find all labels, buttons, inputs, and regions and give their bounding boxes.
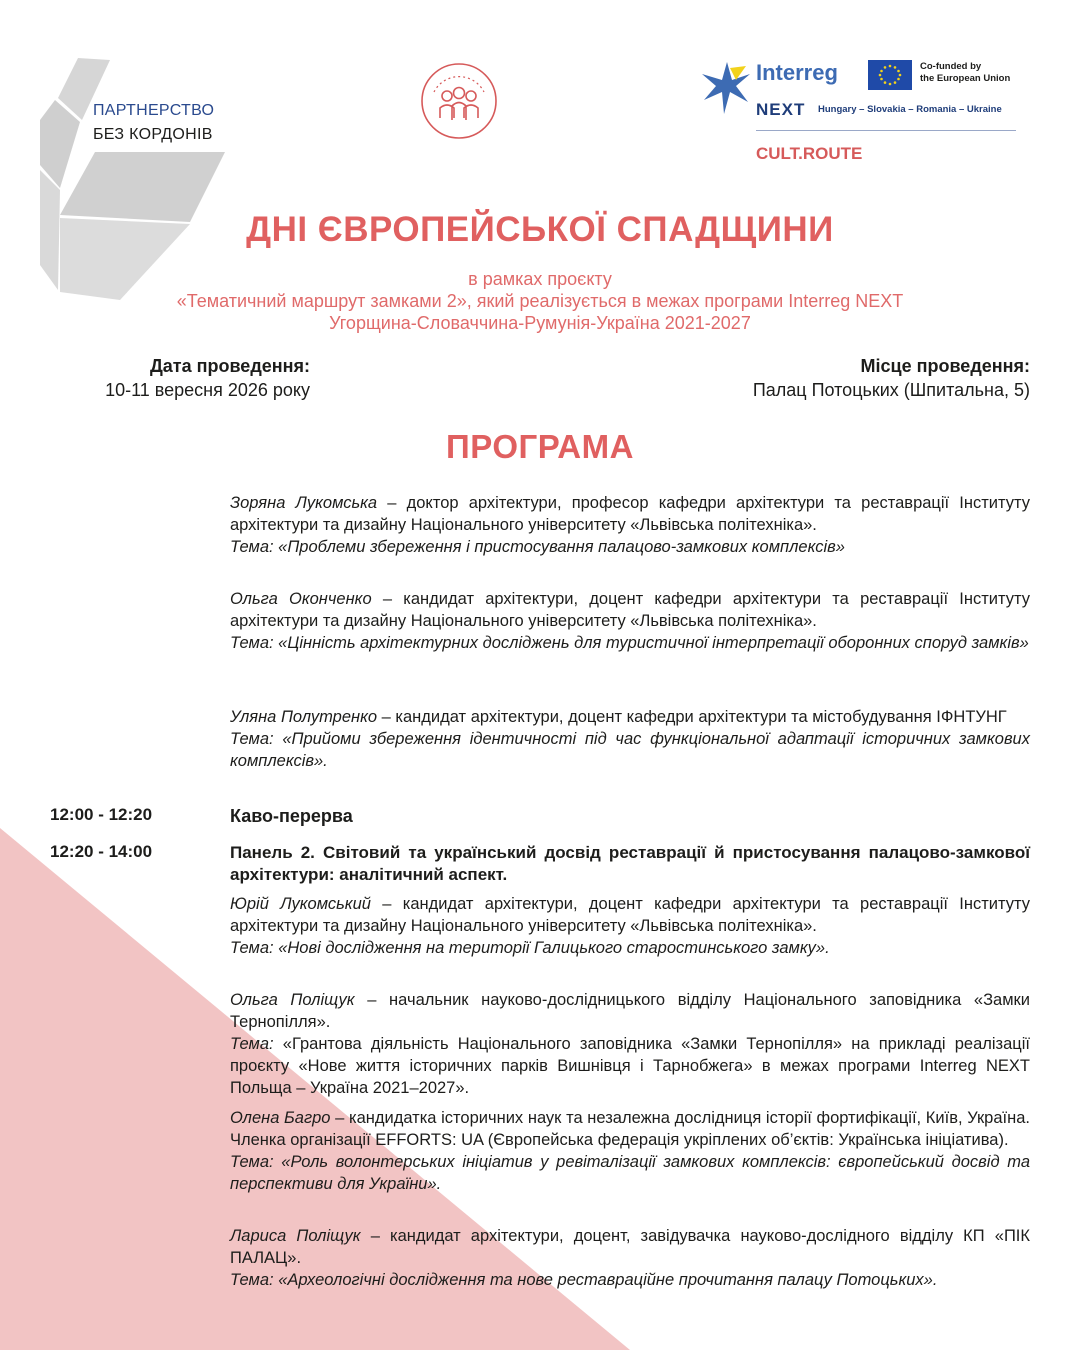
date-value: 10-11 вересня 2026 року [105,380,310,400]
speaker-topic [230,1269,1030,1291]
speaker-entry [230,588,1030,654]
place-label: Місце проведення: [860,356,1030,376]
speaker-desc: – доктор архітектури, професор кафедри архітектури та реставрації Інституту архітектури та дизайну Національного університету «Львівська політехніка». [230,494,1030,534]
topic-text: «Археологічні дослідження та нове реставраційне прочитання палацу Потоцьких». [273,1271,938,1289]
speaker-entry [230,1107,1030,1195]
partnership-line1: ПАРТНЕРСТВО [93,102,215,119]
subtitle-line2: «Тематичний маршрут замками 2», який реалізується в межах програми Interreg NEXT [176,291,904,311]
page-title: ДНІ ЄВРОПЕЙСЬКОЇ СПАДЩИНИ [246,210,834,249]
topic-text: «Роль волонтерських ініціатив у ревіталізації замкових комплексів: європейський досвід та перспективи для України». [230,1153,1030,1193]
subtitle [0,268,1080,334]
interreg-star-icon [700,58,754,118]
event-place [660,354,1030,402]
speaker-name: Зоряна Лукомська [230,494,378,512]
speaker-name: Ольга Оконченко [230,590,372,608]
program-title: ПРОГРАМА [446,428,634,465]
topic-label: Тема: [230,1035,274,1053]
speaker-topic [230,1033,1030,1099]
next-word: NEXT [756,100,806,119]
speaker-name: Уляна Полутренко [230,708,378,726]
event-date [40,354,310,402]
cofunded-line2: the European Union [920,73,1011,84]
cofunded-text [920,61,1010,85]
subtitle-line3: Угорщина-Словаччина-Румунія-Україна 2021-2027 [329,313,751,333]
speaker-topic: Тема: «Цінність архітектурних досліджень для туристичної інтерпретації оборонних споруд замків» [230,634,1029,652]
speaker-entry [230,893,1030,959]
cofunded-line1: Co-funded by [920,61,982,72]
eu-flag-icon [868,60,912,90]
topic-label: Тема: [230,1153,274,1171]
speaker-desc: – кандидат архітектури, доцент кафедри архітектури та містобудування ІФНТУНГ [377,708,1007,726]
date-label: Дата проведення: [149,356,310,376]
topic-text: «Нові дослідження на території Галицького старостинського замку». [273,939,830,957]
speaker-name: Юрій Лукомський [230,895,371,913]
panel2-title: Панель 2. Світовий та український досвід реставрації й пристосування палацово-замкової архітектури: аналітичний аспект. [230,843,1030,884]
topic-label: Тема: [230,939,274,957]
speaker-name: Олена Багро [230,1109,331,1127]
speaker-desc: – кандидат архітектури, доцент, завідувачка науково-дослідного відділу КП «ПІК ПАЛАЦ». [230,1227,1030,1267]
interreg-word: Interreg [756,60,838,85]
topic-text: «Грантова діяльність Національного заповідника «Замки Тернопілля» на прикладі реалізації проєкту «Нове життя історичних парків Вишнівця і Тарнобжега» в межах програми Interreg NEXT Польща – Україна 2021–2027». [230,1035,1030,1097]
countries-text: Hungary – Slovakia – Romania – Ukraine [818,104,1002,115]
people-icon [420,62,498,140]
speaker-name: Лариса Поліщук [230,1227,361,1245]
speaker-desc: – начальник науково-дослідницького відділу Національного заповідника «Замки Тернопілля». [230,991,1030,1031]
logo-divider [756,130,1016,131]
speaker-topic: Тема: «Проблеми збереження і пристосування палацово-замкових комплексів» [230,538,845,556]
interreg-logo [700,58,1020,168]
speaker-entry [230,989,1030,1099]
speaker-topic: Тема: «Прийоми збереження ідентичності під час функціональної адаптації історичних замкових комплексів». [230,730,1030,770]
break-time: 12:00 - 12:20 [50,805,153,824]
speaker-entry [230,706,1030,772]
speaker-name: Ольга Поліщук [230,991,355,1009]
break-label: Каво-перерва [230,806,353,826]
cult-route-text: CULT.ROUTE [756,144,863,163]
speaker-desc: – кандидат архітектури, доцент кафедри архітектури та реставрації Інституту архітектури та дизайну Національного університету «Львівська політехніка». [230,895,1031,935]
speaker-desc: – кандидат архітектури, доцент кафедри архітектури та реставрації Інституту архітектури та дизайну Національного університету «Львівська політехніка». [230,590,1030,630]
partnership-line2: БЕЗ КОРДОНІВ [93,126,213,143]
subtitle-line1: в рамках проєкту [468,269,612,289]
speaker-entry [230,492,1030,558]
partnership-logo [93,99,214,147]
speaker-desc: – кандидатка історичних наук та незалежна дослідниця історії фортифікації, Київ, Україна. Членка організації EFFORTS: UA (Європейська федерація укріплених об’єктів: Українська ініціатива). [230,1109,1030,1149]
place-value: Палац Потоцьких (Шпитальна, 5) [752,380,1030,400]
panel2-time: 12:20 - 14:00 [50,842,153,861]
speaker-topic [230,1151,1030,1195]
speaker-entry [230,1225,1030,1291]
speaker-topic [230,937,1030,959]
topic-label: Тема: [230,1271,274,1289]
